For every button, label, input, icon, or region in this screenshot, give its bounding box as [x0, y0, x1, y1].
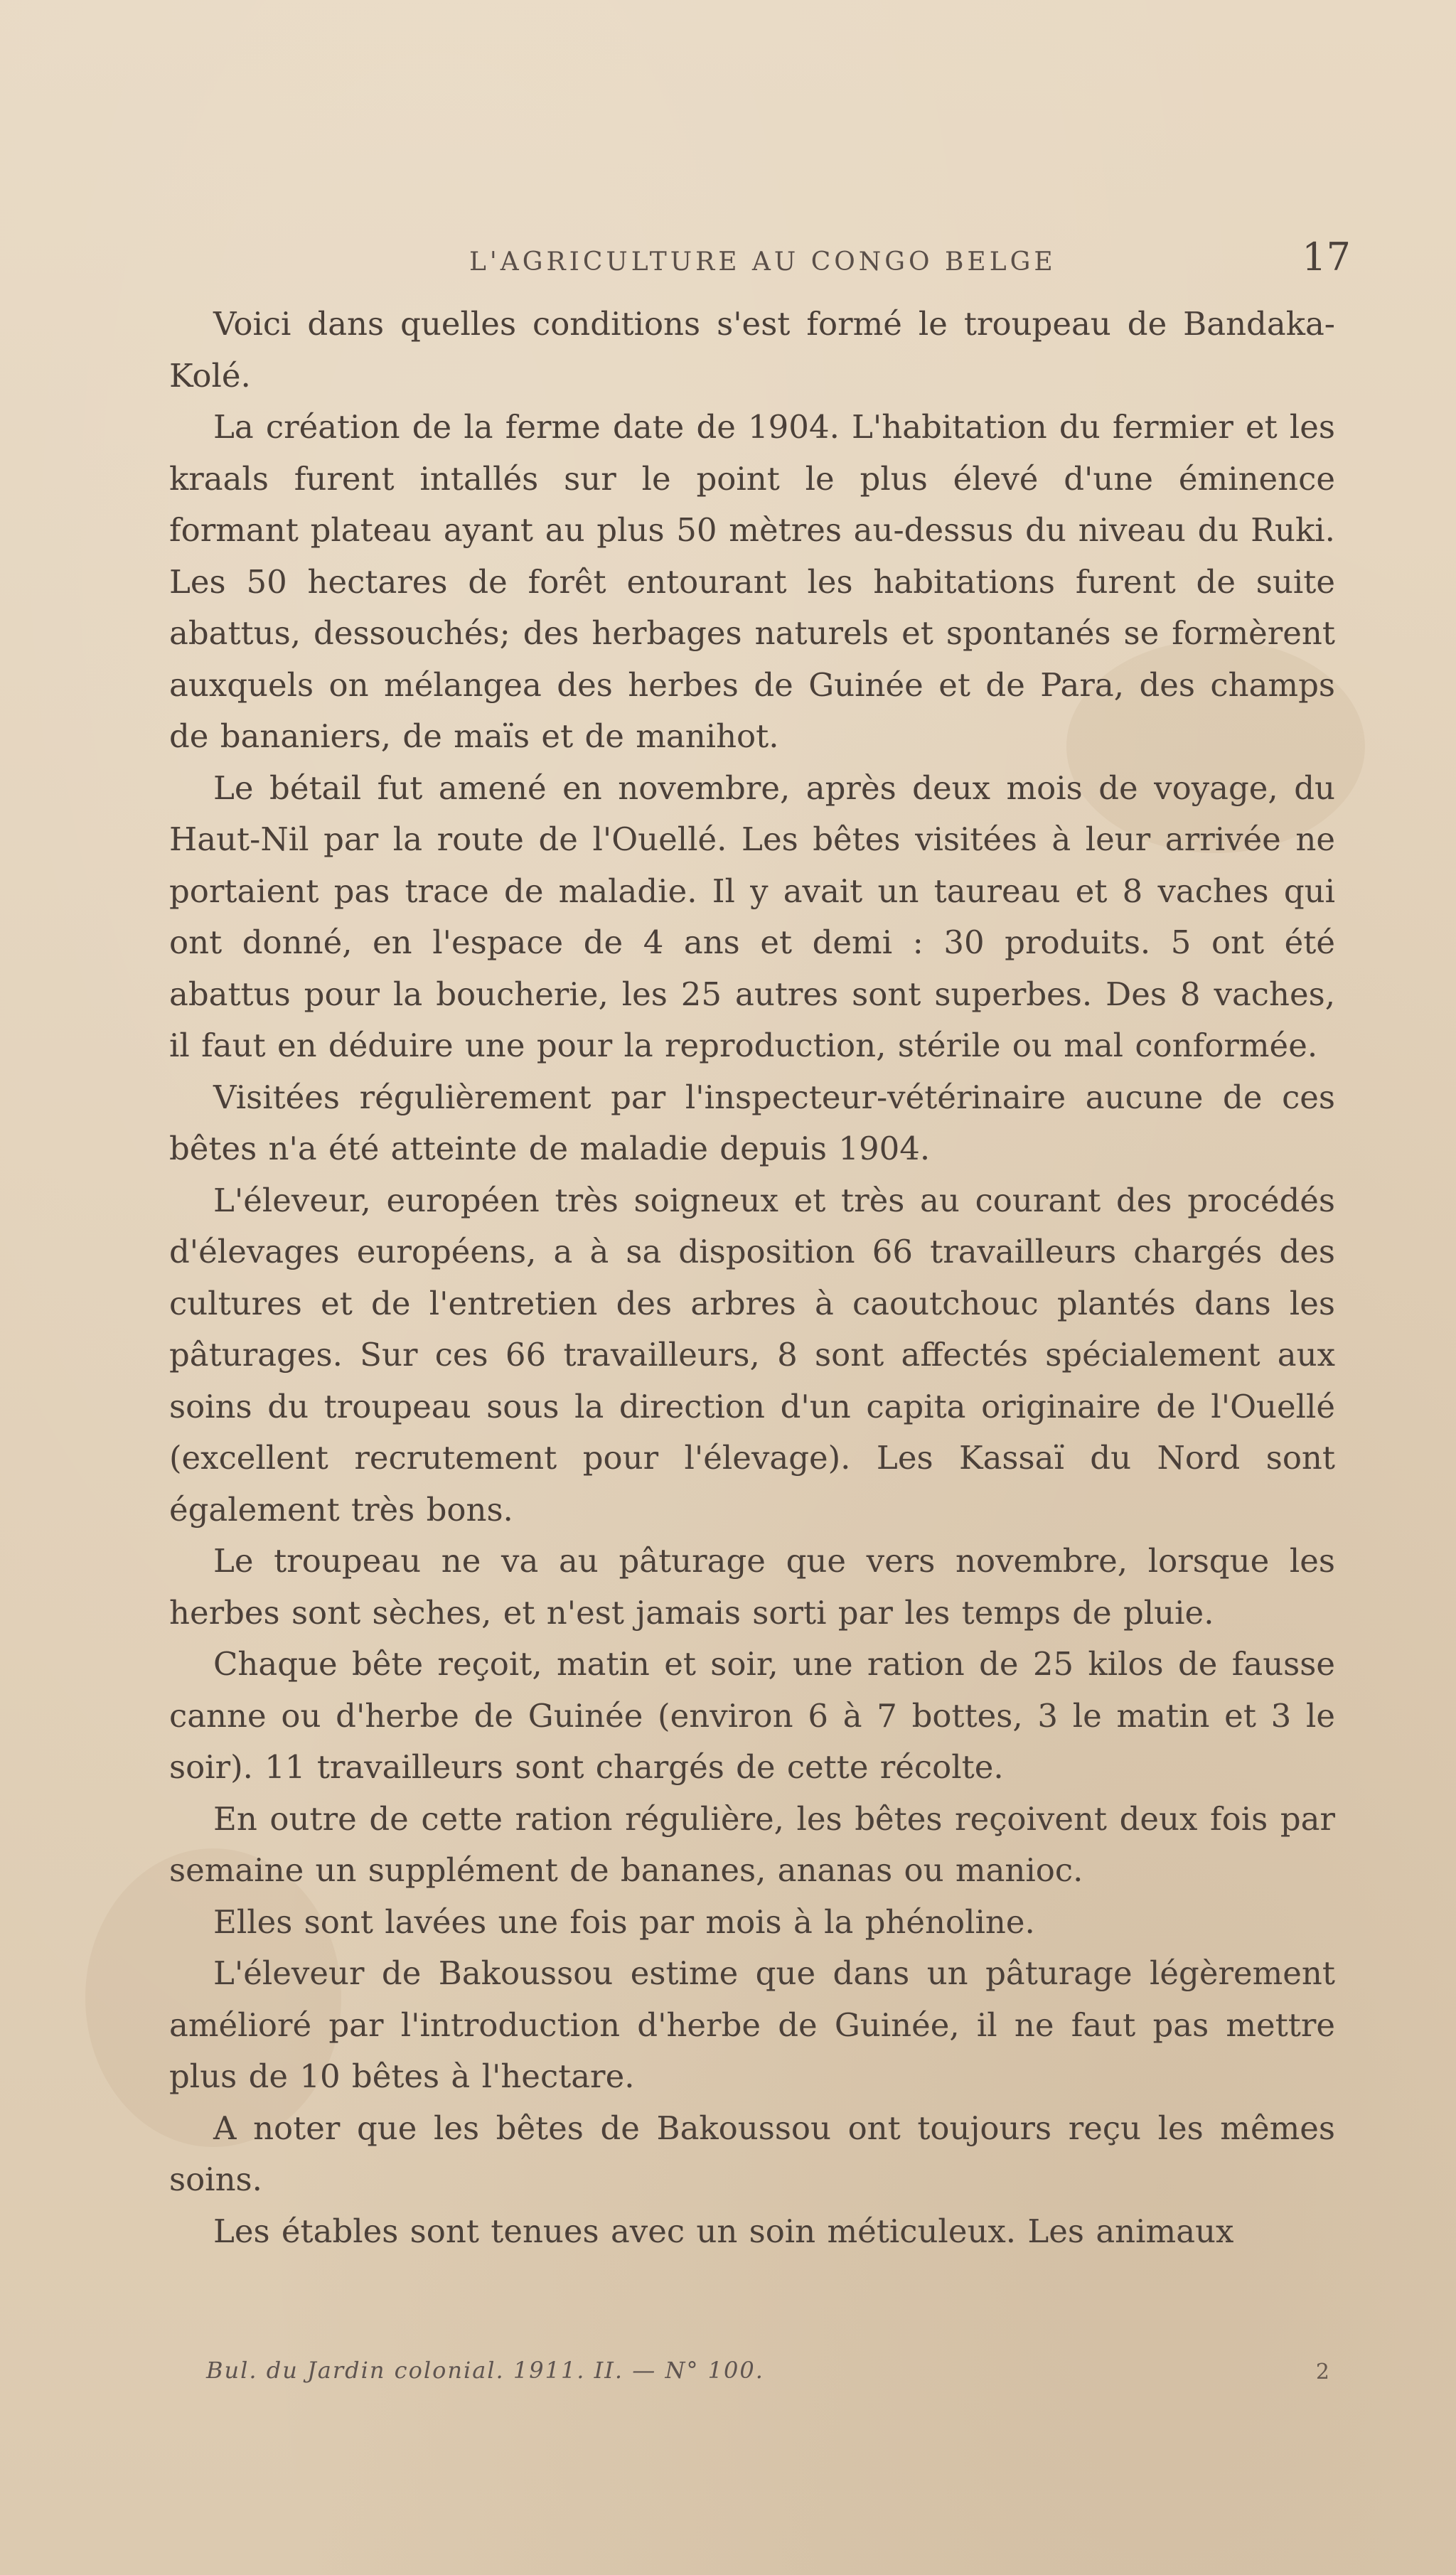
body-text: [169, 299, 1335, 2257]
paragraph: Voici dans quelles conditions s'est formé le troupeau de Bandaka-Kolé.: [169, 305, 1335, 395]
paragraph: L'éleveur de Bakoussou estime que dans un pâturage légèrement amélioré par l'introduction d'herbe de Guinée, il ne faut pas mettre plus de 10 bêtes à l'hectare.: [169, 1954, 1335, 2095]
paragraph: Les étables sont tenues avec un soin méticuleux. Les animaux: [213, 2212, 1234, 2250]
page-number: 17: [1302, 235, 1351, 279]
signature-mark: 2: [1315, 2360, 1329, 2384]
paragraph: L'éleveur, européen très soigneux et très au courant des procédés d'élevages européens, a à sa disposition 66 travailleurs chargés des cultures et de l'entretien des arbres à caoutchouc plantés dans les pâturages. Sur ces 66 travailleurs, 8 sont affectés spécialement aux soins du troupeau sous la direction d'un capita originaire de l'Ouellé (excellent recrutement pour l'élevage). Les Kassaï du Nord sont également très bons.: [169, 1181, 1335, 1529]
paragraph: Elles sont lavées une fois par mois à la phénoline.: [213, 1902, 1035, 1941]
running-head: [171, 235, 1358, 291]
paragraph: Le troupeau ne va au pâturage que vers novembre, lorsque les herbes sont sèches, et n'est jamais sorti par les temps de pluie.: [169, 1542, 1335, 1632]
page-footer: [206, 2357, 1344, 2399]
paragraph: Chaque bête reçoit, matin et soir, une ration de 25 kilos de fausse canne ou d'herbe de Guinée (environ 6 à 7 bottes, 3 le matin et 3 le soir). 11 travailleurs sont chargés de cette récolte.: [169, 1645, 1335, 1786]
paragraph: Visitées régulièrement par l'inspecteur-vétérinaire aucune de ces bêtes n'a été atteinte de maladie depuis 1904.: [169, 1078, 1335, 1167]
paragraph: En outre de cette ration régulière, les bêtes reçoivent deux fois par semaine un supplément de bananes, ananas ou manioc.: [169, 1799, 1335, 1889]
paragraph: Le bétail fut amené en novembre, après deux mois de voyage, du Haut-Nil par la route de l'Ouellé. Les bêtes visitées à leur arrivée ne portaient pas trace de maladie. Il y avait un taureau et 8 vaches qui ont donné, en l'espace de 4 ans et demi : 30 produits. 5 ont été abattus pour la boucherie, les 25 autres sont superbes. Des 8 vaches, il faut en déduire une pour la reproduction, stérile ou mal conformée.: [169, 769, 1335, 1064]
publication-reference: Bul. du Jardin colonial. 1911. II. — N° 100.: [206, 2357, 764, 2384]
paragraph: A noter que les bêtes de Bakoussou ont toujours reçu les mêmes soins.: [169, 2109, 1335, 2198]
paragraph: La création de la ferme date de 1904. L'habitation du fermier et les kraals furent intallés sur le point le plus élevé d'une éminence formant plateau ayant au plus 50 mètres au-dessus du niveau du Ruki. Les 50 hectares de forêt entourant les habitations furent de suite abattus, dessouchés; des herbages naturels et spontanés se formèrent auxquels on mélangea des herbes de Guinée et de Para, des champs de bananiers, de maïs et de manihot.: [169, 408, 1335, 755]
running-title: L'AGRICULTURE AU CONGO BELGE: [469, 247, 1056, 277]
